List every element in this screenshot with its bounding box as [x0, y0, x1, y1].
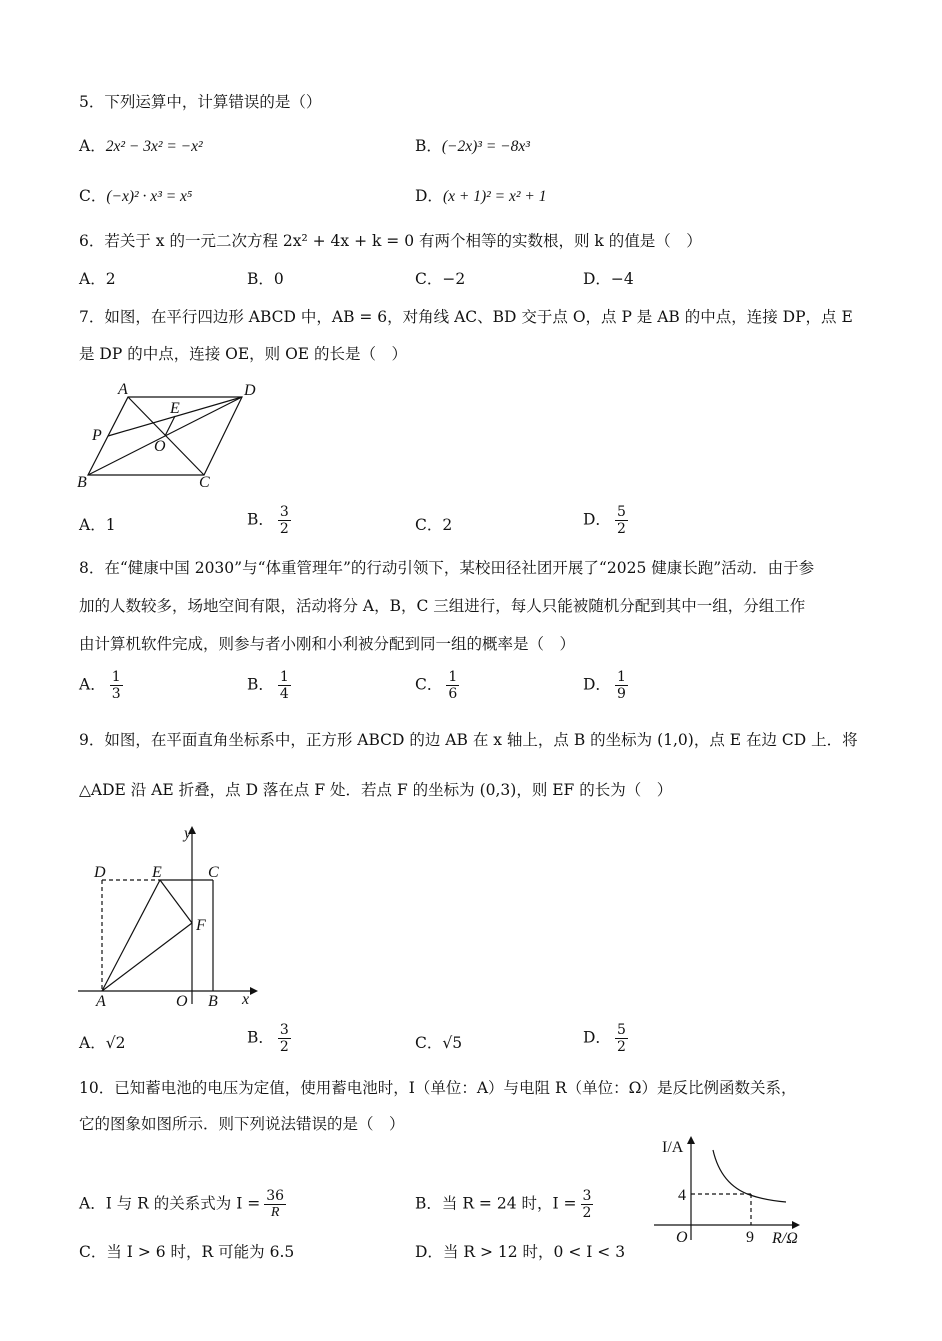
fraction: $\frac{1}{6}$: [448, 669, 458, 703]
option-label: A．: [79, 516, 106, 534]
label-e: E: [152, 864, 162, 881]
label-p: P: [92, 427, 102, 444]
option-label: B．: [415, 137, 442, 155]
q9-option-a[interactable]: [79, 1036, 125, 1052]
q8-stem-line2: 加的人数较多，场地空间有限，活动将分 A，B，C 三组进行，每人只能被随机分配到其中一组，分组工作: [79, 597, 806, 615]
q9-stem-line1: 9．如图，在平面直角坐标系中，正方形 ABCD 的边 AB 在 x 轴上，点 B 的坐标为 (1,0)，点 E 在边 CD 上．将: [79, 731, 858, 749]
y-mark-4: 4: [678, 1187, 686, 1204]
q7-option-a[interactable]: [79, 518, 116, 534]
option-label: C．: [415, 1034, 443, 1052]
q9-option-c[interactable]: [415, 1036, 462, 1052]
option-label: C．: [79, 1243, 107, 1261]
fraction: $\frac{3}{2}$: [279, 504, 289, 538]
q5-option-a[interactable]: [79, 139, 203, 155]
q6-option-d[interactable]: D．−4: [583, 270, 634, 288]
option-label: D．: [583, 1028, 611, 1047]
q10-stem-line1: 10．已知蓄电池的电压为定值，使用蓄电池时，I（单位：A）与电阻 R（单位：Ω）是反比例函数关系，: [79, 1079, 797, 1097]
option-label: B．: [247, 675, 274, 694]
option-expr: 2x² − 3x² = −x²: [105, 138, 203, 155]
option-text: 当 I > 6 时，R 可能为 6.5: [106, 1243, 295, 1261]
fraction: $\frac{1}{3}$: [111, 669, 121, 703]
q9-option-b[interactable]: [247, 1022, 291, 1055]
option-label: D．: [583, 510, 611, 529]
fraction: $\frac{1}{9}$: [616, 669, 626, 703]
label-a: A: [96, 993, 106, 1010]
option-value: 1: [105, 516, 116, 534]
label-d: D: [94, 864, 106, 881]
q10-option-d[interactable]: [415, 1245, 625, 1261]
label-a: A: [118, 381, 128, 398]
option-expr: (−x)² · x³ = x⁵: [106, 188, 193, 205]
q6-option-a[interactable]: A．2: [79, 270, 116, 288]
fraction: $\frac{3}{2}$: [582, 1188, 592, 1222]
option-value: 2: [442, 516, 453, 534]
q9-coordinate-figure: [72, 820, 272, 1015]
option-text: 当 R > 12 时，0 < I < 3: [442, 1243, 626, 1261]
q7-option-d[interactable]: [583, 504, 628, 537]
option-text: 当 R = 24 时，I =: [441, 1194, 577, 1213]
label-x: x: [242, 991, 250, 1008]
q7-stem-line1: 7．如图，在平行四边形 ABCD 中，AB = 6，对角线 AC、BD 交于点 O，点 P 是 AB 的中点，连接 DP，点 E: [79, 308, 853, 326]
option-label: D．: [583, 675, 611, 694]
q8-option-d[interactable]: [583, 669, 628, 702]
option-text: I 与 R 的关系式为 I =: [105, 1194, 261, 1213]
q9-stem-line2: △ADE 沿 AE 折叠，点 D 落在点 F 处．若点 F 的坐标为 (0,3)，则 EF 的长为（ ）: [79, 781, 673, 799]
fraction: $\frac{5}{2}$: [616, 1022, 626, 1056]
q5-option-d[interactable]: [415, 189, 546, 205]
q9-option-d[interactable]: [583, 1022, 628, 1055]
option-label: B．: [247, 1028, 274, 1047]
label-f: F: [196, 917, 206, 934]
option-label: A．: [79, 675, 106, 694]
fraction: $\frac{5}{2}$: [616, 504, 626, 538]
y-axis-label: I/A: [662, 1139, 684, 1156]
q6-option-b[interactable]: B．0: [247, 270, 284, 288]
option-expr: (x + 1)² = x² + 1: [442, 188, 547, 205]
q7-stem-line2: 是 DP 的中点，连接 OE，则 OE 的长是（ ）: [79, 345, 408, 363]
label-o: O: [154, 438, 166, 455]
q10-option-b[interactable]: [415, 1188, 593, 1221]
q8-stem-line1: 8．在“健康中国 2030”与“体重管理年”的行动引领下，某校田径社团开展了“2025 健康长跑”活动．由于参: [79, 559, 815, 577]
label-d: D: [244, 382, 256, 399]
option-label: D．: [415, 1243, 443, 1261]
q7-option-b[interactable]: [247, 504, 291, 537]
label-c: C: [208, 864, 219, 881]
q10-inverse-function-graph: [650, 1130, 815, 1248]
option-value: √2: [105, 1034, 126, 1052]
q8-option-b[interactable]: [247, 669, 291, 702]
option-label: B．: [415, 1194, 442, 1213]
label-e: E: [170, 400, 180, 417]
fraction: $\frac{1}{4}$: [279, 669, 289, 703]
origin-label: O: [676, 1229, 688, 1246]
option-label: B．: [247, 510, 274, 529]
x-mark-9: 9: [746, 1229, 754, 1246]
q8-stem-line3: 由计算机软件完成，则参与者小刚和小利被分配到同一组的概率是（ ）: [79, 635, 576, 653]
q10-stem-line2: 它的图象如图所示．则下列说法错误的是（ ）: [79, 1115, 405, 1133]
fraction: $\frac{36}{R}$: [266, 1188, 285, 1221]
label-b: B: [208, 993, 218, 1010]
option-value: √5: [442, 1034, 463, 1052]
option-expr: (−2x)³ = −8x³: [441, 138, 530, 155]
option-label: C．: [415, 675, 443, 694]
x-axis-label: R/Ω: [772, 1230, 798, 1247]
q5-option-b[interactable]: [415, 139, 530, 155]
q8-option-c[interactable]: [415, 669, 459, 702]
option-label: C．: [415, 516, 443, 534]
q6-option-c[interactable]: C．−2: [415, 270, 466, 288]
option-label: A．: [79, 1194, 106, 1213]
option-label: A．: [79, 137, 106, 155]
option-label: D．: [415, 187, 443, 205]
q8-option-a[interactable]: [79, 669, 123, 702]
q7-parallelogram-figure: [72, 378, 272, 493]
q6-stem: 6．若关于 x 的一元二次方程 2x² + 4x + k = 0 有两个相等的实数根，则 k 的值是（ ）: [79, 232, 702, 250]
label-c: C: [199, 474, 210, 491]
q10-option-a[interactable]: [79, 1188, 286, 1221]
label-y: y: [184, 825, 192, 842]
label-o: O: [176, 993, 188, 1010]
q5-option-c[interactable]: [79, 189, 192, 205]
fraction: $\frac{3}{2}$: [279, 1022, 289, 1056]
q5-stem: 5．下列运算中，计算错误的是（）: [79, 93, 322, 111]
q7-option-c[interactable]: [415, 518, 452, 534]
q10-option-c[interactable]: [79, 1245, 294, 1261]
option-label: C．: [79, 187, 107, 205]
option-label: A．: [79, 1034, 106, 1052]
label-b: B: [77, 474, 87, 491]
